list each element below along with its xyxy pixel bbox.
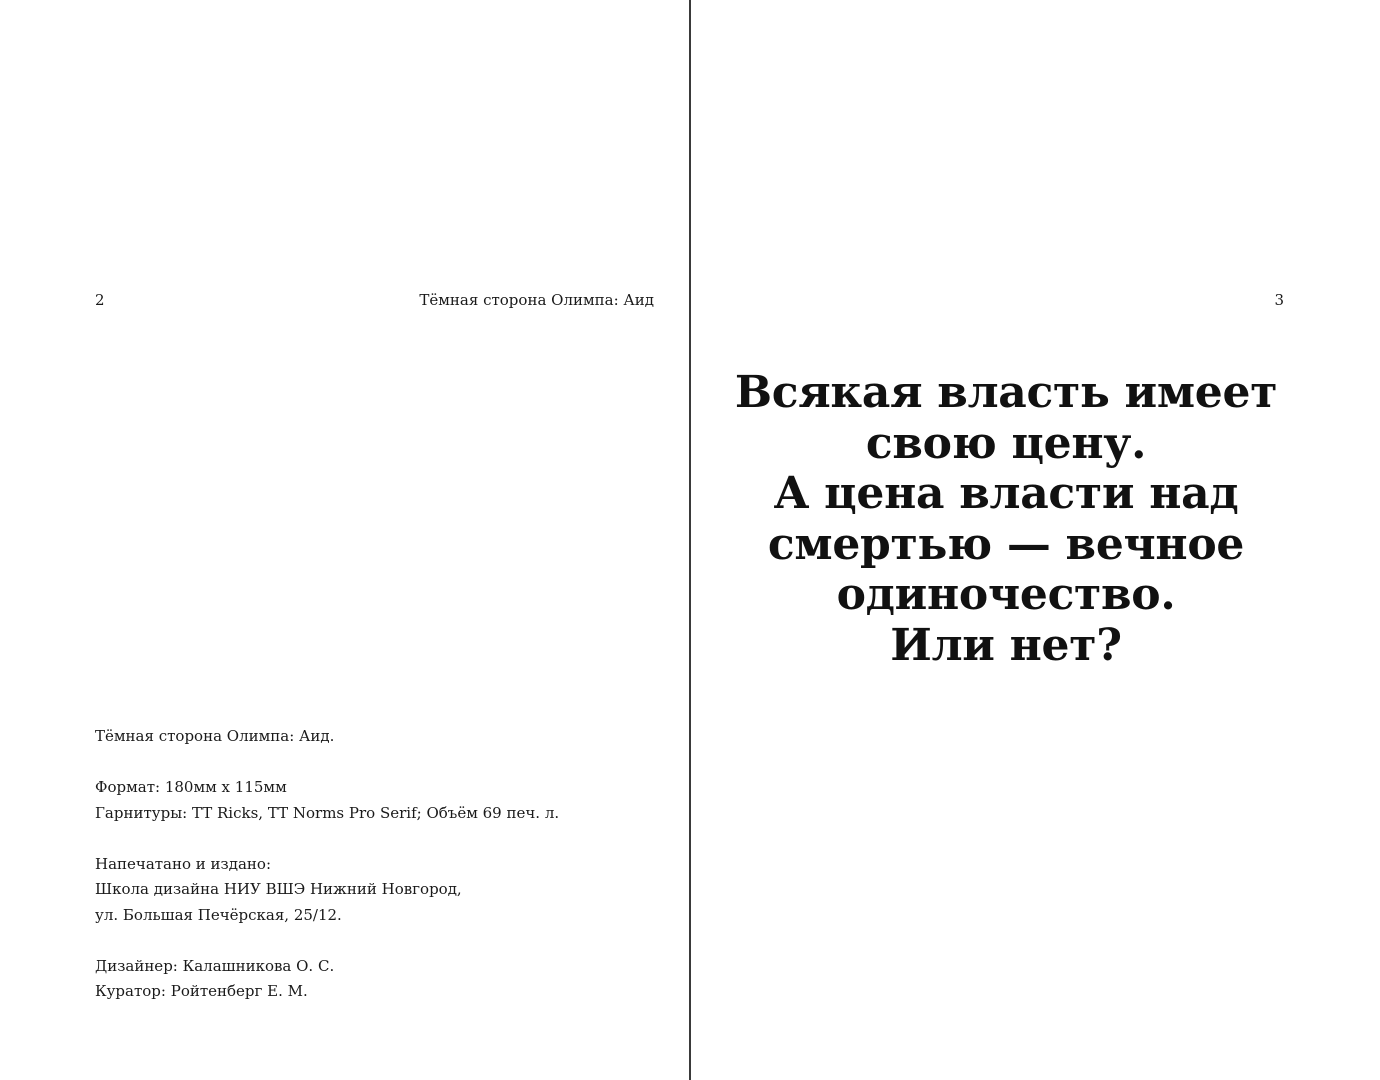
page-number-left: 2 [95,291,105,309]
imprint-block [95,724,655,1005]
right-page [691,0,1380,1080]
imprint-address: ул. Большая Печёрская, 25/12. [95,905,342,924]
quote-line: свою цену. [865,417,1147,469]
epigraph-quote [691,368,1321,671]
imprint-format: Формат: 180мм х 115мм [95,778,287,796]
quote-line: одиночество. [836,569,1176,620]
imprint-curator: Куратор: Ройтенберг Е. М. [95,982,308,1000]
imprint-typefaces: Гарнитуры: TT Ricks, TT Norms Pro Serif; Объём 69 печ. л. [95,803,560,822]
imprint-publisher: Школа дизайна НИУ ВШЭ Нижний Новгород, [95,880,462,898]
quote-line: смертью — вечное [767,518,1245,570]
imprint-title: Тёмная сторона Олимпа: Аид. [95,727,335,745]
imprint-published-label: Напечатано и издано: [95,854,272,873]
running-header: Тёмная сторона Олимпа: Аид [419,291,654,309]
imprint-designer: Дизайнер: Калашникова О. С. [95,956,335,975]
left-page [0,0,689,1080]
page-number-right: 3 [1274,291,1284,309]
quote-line: Всякая власть имеет [734,367,1278,418]
quote-line: А цена власти над [773,468,1239,519]
quote-line: Или нет? [890,619,1122,671]
